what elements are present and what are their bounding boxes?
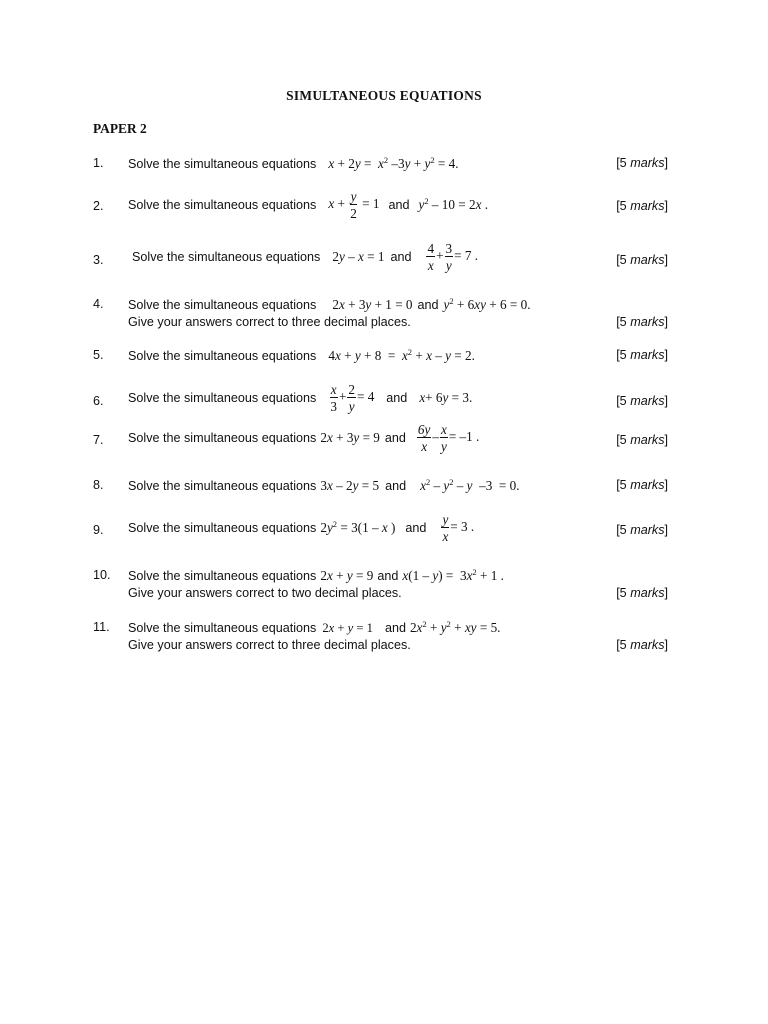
prompt-text: Solve the simultaneous equations bbox=[128, 298, 317, 312]
question-number: 8. bbox=[93, 478, 104, 492]
equation: 2y – x = 1 bbox=[332, 249, 385, 265]
and-text: and bbox=[377, 569, 399, 583]
paper-heading: PAPER 2 bbox=[93, 121, 147, 136]
equation: x + $\frac{y}{2}$ = 1 bbox=[328, 189, 380, 222]
question-text bbox=[128, 297, 531, 313]
question-text bbox=[128, 190, 488, 220]
and-text: and bbox=[405, 521, 427, 536]
equation: $\frac{x}{3}$ + $\frac{2}{y}$ = 4 bbox=[330, 382, 375, 415]
marks-label: [5 marks] bbox=[616, 156, 668, 170]
question-text bbox=[128, 156, 459, 172]
question-number: 4. bbox=[93, 297, 104, 311]
question-number: 1. bbox=[93, 156, 104, 170]
prompt-text: Solve the simultaneous equations bbox=[128, 349, 317, 363]
and-text: and bbox=[385, 479, 407, 493]
question-number: 7. bbox=[93, 433, 104, 447]
marks-label: [5 marks] bbox=[616, 433, 668, 447]
equation: $y^2 - 10 = 2x$ . bbox=[418, 196, 489, 213]
and-text: and bbox=[384, 431, 406, 446]
equation: $\frac{6y}{x}$ – $\frac{x}{y}$ = –1 . bbox=[417, 422, 480, 455]
and-text: and bbox=[384, 621, 406, 635]
equation: $x + 2y = x^2$ $-3y + y^2 = 4$. bbox=[328, 155, 459, 171]
question-number: 3. bbox=[93, 253, 104, 267]
equation: $\frac{y}{x}$ = 3 . bbox=[442, 512, 475, 545]
instruction-text: Give your answers correct to three decimal places. bbox=[128, 638, 411, 652]
equation: $y^2 + 6xy + 6 = 0$. bbox=[443, 296, 531, 312]
equation: x+ 6y = 3. bbox=[419, 390, 473, 406]
prompt-text: Solve the simultaneous equations bbox=[128, 391, 317, 406]
equation: $\frac{4}{x}$ + $\frac{3}{y}$ = 7 . bbox=[427, 241, 479, 274]
prompt-text: Solve the simultaneous equations bbox=[128, 621, 317, 635]
prompt-text: Solve the simultaneous equations bbox=[128, 569, 317, 583]
question-number: 11. bbox=[93, 620, 110, 634]
prompt-text: Solve the simultaneous equations bbox=[128, 479, 317, 493]
marks-label: [5 marks] bbox=[616, 253, 668, 267]
equation: $4x + y + 8 = x^2 + x - y = 2$. bbox=[328, 347, 475, 363]
marks-label: [5 marks] bbox=[616, 478, 668, 492]
question-text bbox=[128, 620, 500, 636]
marks-label: [5 marks] bbox=[616, 586, 668, 600]
question-text bbox=[132, 242, 478, 272]
marks-label: [5 marks] bbox=[616, 199, 668, 213]
prompt-text: Solve the simultaneous equations bbox=[128, 198, 317, 213]
page-title: SIMULTANEOUS EQUATIONS bbox=[286, 88, 482, 103]
equation: $x(1 - y) = 3x^2 + 1$ . bbox=[402, 567, 504, 583]
question-number: 2. bbox=[93, 199, 104, 213]
equation: 3x – 2y = 5 bbox=[320, 478, 380, 493]
prompt-text: Solve the simultaneous equations bbox=[132, 250, 321, 265]
question-number: 10. bbox=[93, 568, 111, 582]
question-text bbox=[128, 383, 472, 413]
instruction-text: Give your answers correct to two decimal places. bbox=[128, 586, 402, 600]
prompt-text: Solve the simultaneous equations bbox=[128, 431, 317, 446]
question-text bbox=[128, 478, 520, 494]
equation: $2x^2 + y^2$ + xy = 5. bbox=[409, 619, 501, 635]
equation: 2x + 3y + 1 = 0 bbox=[332, 297, 413, 312]
question-number: 5. bbox=[93, 348, 104, 362]
question-text bbox=[128, 423, 479, 453]
question-text bbox=[128, 348, 475, 364]
marks-label: [5 marks] bbox=[616, 394, 668, 408]
and-text: and bbox=[417, 298, 439, 312]
and-text: and bbox=[390, 250, 412, 265]
question-number: 9. bbox=[93, 523, 104, 537]
question-text bbox=[128, 568, 504, 584]
equation: $x^2 - y^2$ – y –3 = 0. bbox=[420, 477, 520, 493]
question-number: 6. bbox=[93, 394, 104, 408]
and-text: and bbox=[388, 198, 410, 213]
equation: 2x + y = 1 bbox=[322, 620, 373, 635]
marks-label: [5 marks] bbox=[616, 348, 668, 362]
equation: 2x + 3y = 9 bbox=[320, 430, 380, 446]
prompt-text: Solve the simultaneous equations bbox=[128, 521, 317, 536]
marks-label: [5 marks] bbox=[616, 315, 668, 329]
marks-label: [5 marks] bbox=[616, 523, 668, 537]
marks-label: [5 marks] bbox=[616, 638, 668, 652]
instruction-text: Give your answers correct to three decimal places. bbox=[128, 315, 411, 329]
equation: $2y^2 = 3(1 - x$ ) bbox=[320, 519, 396, 536]
prompt-text: Solve the simultaneous equations bbox=[128, 157, 317, 171]
question-text bbox=[128, 513, 474, 543]
equation: 2x + y = 9 bbox=[320, 568, 374, 583]
and-text: and bbox=[386, 391, 408, 406]
